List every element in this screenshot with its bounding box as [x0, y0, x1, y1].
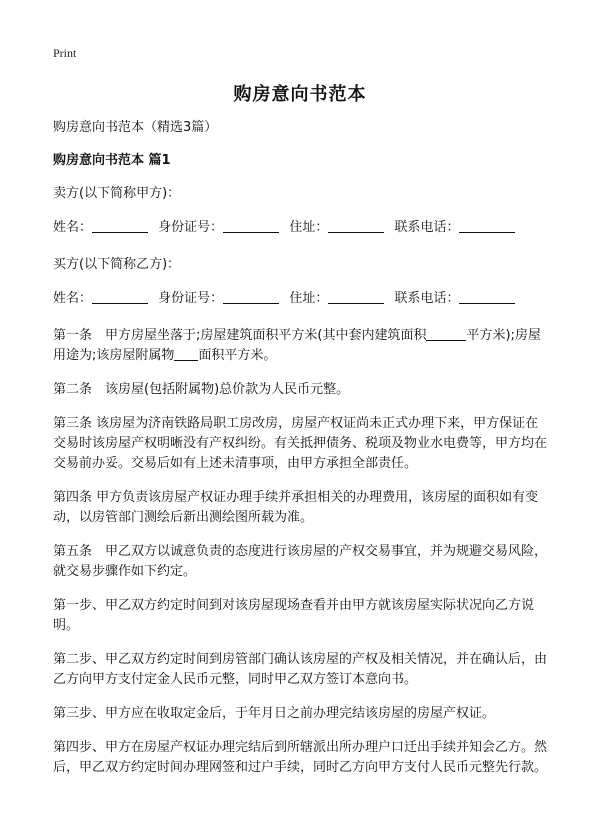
fill-blank [223, 289, 279, 304]
fill-blank [92, 218, 148, 233]
step-3: 第三步、甲方应在收取定金后，于年月日之前办理完结该房屋的房屋产权证。 [53, 706, 496, 721]
field-label: 联系电话： [394, 220, 460, 235]
print-link[interactable]: Print [53, 46, 77, 60]
field-label: 姓名： [53, 291, 93, 306]
document-subtitle: 购房意向书范本（精选3篇） [53, 120, 218, 135]
fill-blank [92, 289, 148, 304]
clause-1 [53, 326, 549, 366]
page-title: 购房意向书范本 [233, 84, 367, 105]
seller-address-field [289, 220, 390, 235]
clause-5: 第五条 甲乙双方以诚意负责的态度进行该房屋的产权交易事宜，并为规避交易风险，就交易步骤作如下约定。 [53, 544, 548, 579]
clause-1-text-b: 平方米);房屋用途为;该房屋附属物 [53, 328, 541, 363]
document-body [53, 118, 549, 792]
field-label: 姓名： [53, 220, 93, 235]
seller-fields [53, 218, 549, 238]
fill-blank [459, 218, 515, 233]
field-label: 身份证号： [158, 220, 224, 235]
clause-1-text-a: 第一条 甲方房屋坐落于;房屋建筑面积平方米(其中套内建筑面积 [53, 328, 427, 343]
field-label: 住址： [289, 291, 329, 306]
buyer-phone-field [394, 291, 521, 306]
fill-blank [426, 326, 466, 341]
clause-3: 第三条 该房屋为济南铁路局职工房改房，房屋产权证尚未正式办理下来，甲方保证在交易时该房屋产权明晰没有产权纠纷。有关抵押债务、税项及物业水电费等，甲方均在交易前办妥。交易后如有上述未清事项，由甲方承担全部责任。 [53, 416, 548, 471]
fill-blank [328, 289, 384, 304]
clause-2: 第二条 该房屋(包括附属物)总价款为人民币元整。 [53, 382, 350, 397]
clause-4: 第四条 甲方负责该房屋产权证办理手续并承担相关的办理费用，该房屋的面积如有变动，以房管部门测绘后新出测绘图所载为准。 [53, 490, 539, 525]
buyer-fields [53, 289, 549, 309]
seller-name-field [53, 220, 154, 235]
field-label: 联系电话： [394, 291, 460, 306]
step-2: 第二步、甲乙双方约定时间到房管部门确认该房屋的产权及相关情况，并在确认后，由乙方向甲方支付定金人民币元整，同时甲乙双方签订本意向书。 [53, 652, 548, 687]
seller-phone-field [394, 220, 521, 235]
buyer-address-field [289, 291, 390, 306]
clause-1-text-c: 面积平方米。 [198, 348, 277, 363]
section-heading: 购房意向书范本 篇1 [53, 153, 171, 168]
buyer-name-field [53, 291, 154, 306]
fill-blank [174, 346, 198, 361]
field-label: 住址： [289, 220, 329, 235]
fill-blank [223, 218, 279, 233]
step-1: 第一步、甲乙双方约定时间到对该房屋现场查看并由甲方就该房屋实际状况向乙方说明。 [53, 598, 535, 633]
field-label: 身份证号： [158, 291, 224, 306]
buyer-id-field [158, 291, 285, 306]
step-4: 第四步、甲方在房屋产权证办理完结后到所辖派出所办理户口迁出手续并知会乙方。然后，甲乙双方约定时间办理网签和过户手续，同时乙方向甲方支付人民币元整先行款。 [53, 740, 548, 775]
seller-id-field [158, 220, 285, 235]
fill-blank [459, 289, 515, 304]
buyer-intro: 买方(以下简称乙方)： [53, 257, 181, 272]
fill-blank [328, 218, 384, 233]
seller-intro: 卖方(以下简称甲方)： [53, 186, 181, 201]
